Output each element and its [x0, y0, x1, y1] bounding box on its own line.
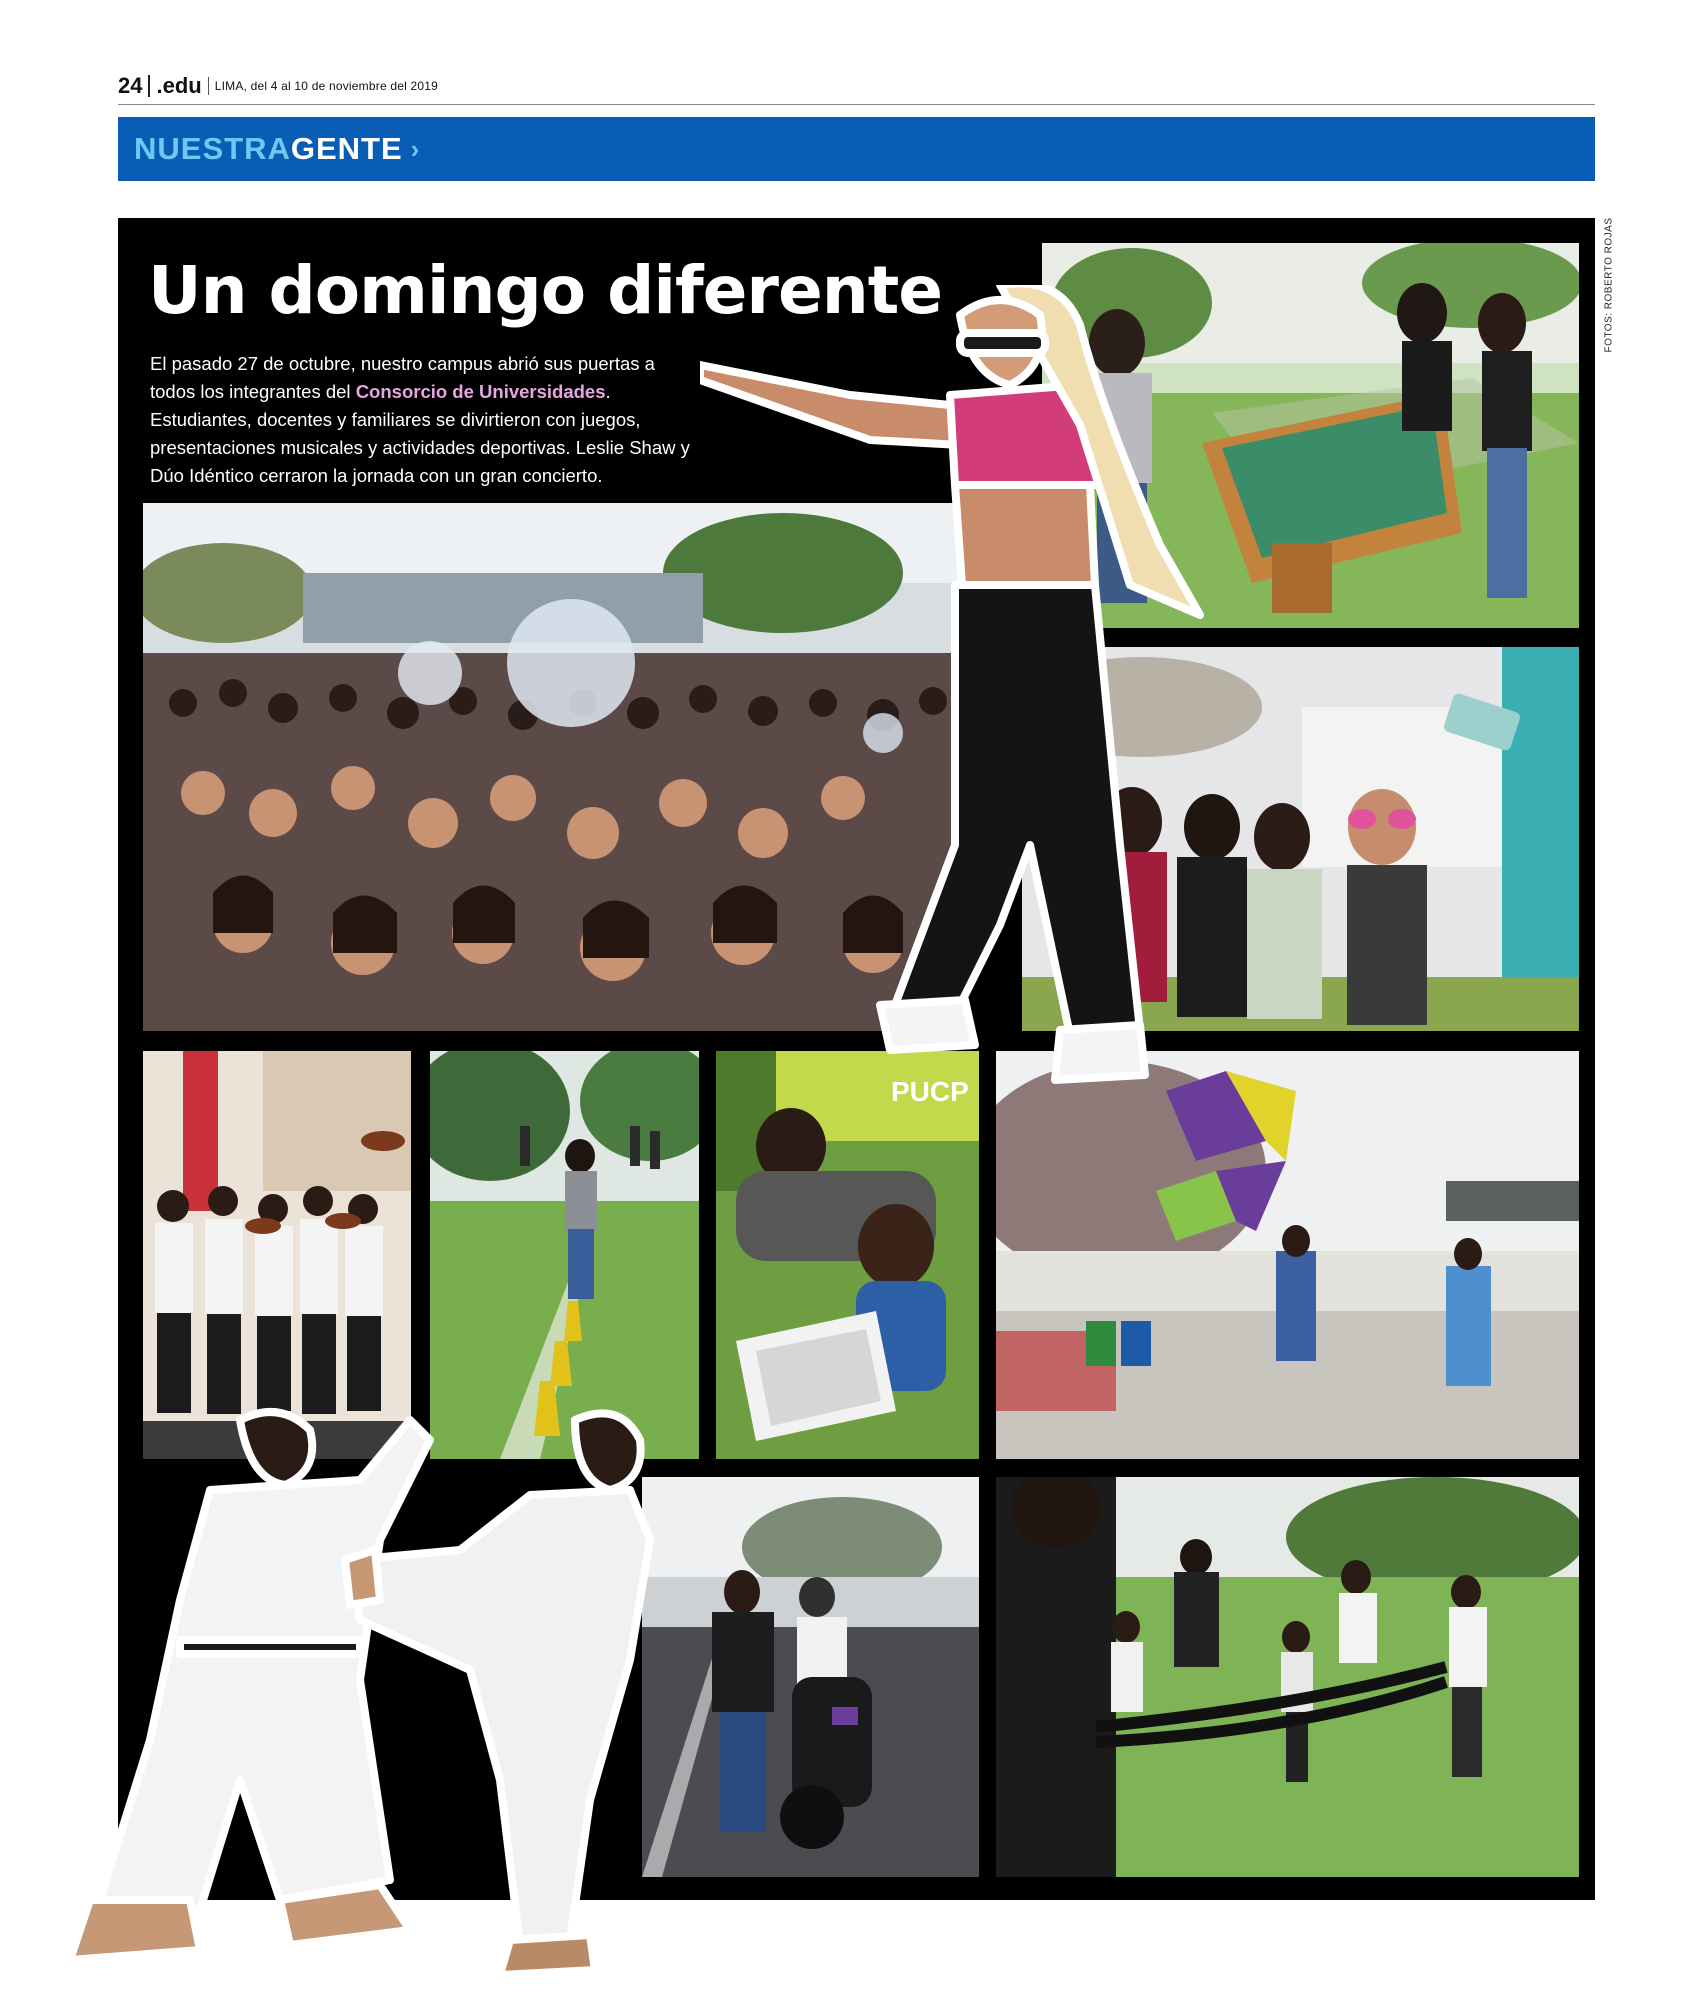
section-title-part1: NUESTRA [134, 131, 291, 166]
photo-cones [430, 1051, 699, 1459]
intro-text-start: El pasado 27 de octubre, nuestro campus abrió sus puertas a todos los integrantes del [150, 353, 655, 402]
page-header [118, 68, 1595, 104]
article-headline: Un domingo diferente [148, 252, 943, 329]
photo-credit-text: FOTOS: ROBERTO ROJAS [1603, 217, 1615, 353]
header-rule [118, 104, 1595, 105]
karate-cutout [30, 1400, 690, 1980]
photo-rope [996, 1477, 1579, 1877]
dateline: LIMA, del 4 al 10 de noviembre del 2019 [214, 79, 438, 93]
page-number: 24 [118, 73, 143, 98]
brand-name: .edu [156, 73, 202, 98]
intro-text-end: . Estudiantes, docentes y familiares se divirtieron con juegos, presentaciones musicales y actividades deportivas. Leslie Shaw y Dúo Idéntico cerraron la jornada con un gran concierto. [150, 381, 690, 486]
header-divider-thin [208, 77, 209, 95]
sign-text: PUCP [891, 1076, 969, 1107]
section-banner [118, 117, 1595, 181]
photo-violins [143, 1051, 411, 1459]
photo-credit [1600, 217, 1618, 353]
section-title-part2: GENTE [290, 131, 403, 166]
article-intro [150, 350, 690, 490]
intro-highlight: Consorcio de Universidades [355, 381, 606, 402]
chevron-right-icon: › [410, 133, 420, 164]
singer-cutout [700, 285, 1220, 1095]
photo-scooter [642, 1477, 979, 1877]
photo-kites [996, 1051, 1579, 1459]
photo-drawing [716, 1051, 979, 1459]
header-divider [148, 75, 150, 97]
